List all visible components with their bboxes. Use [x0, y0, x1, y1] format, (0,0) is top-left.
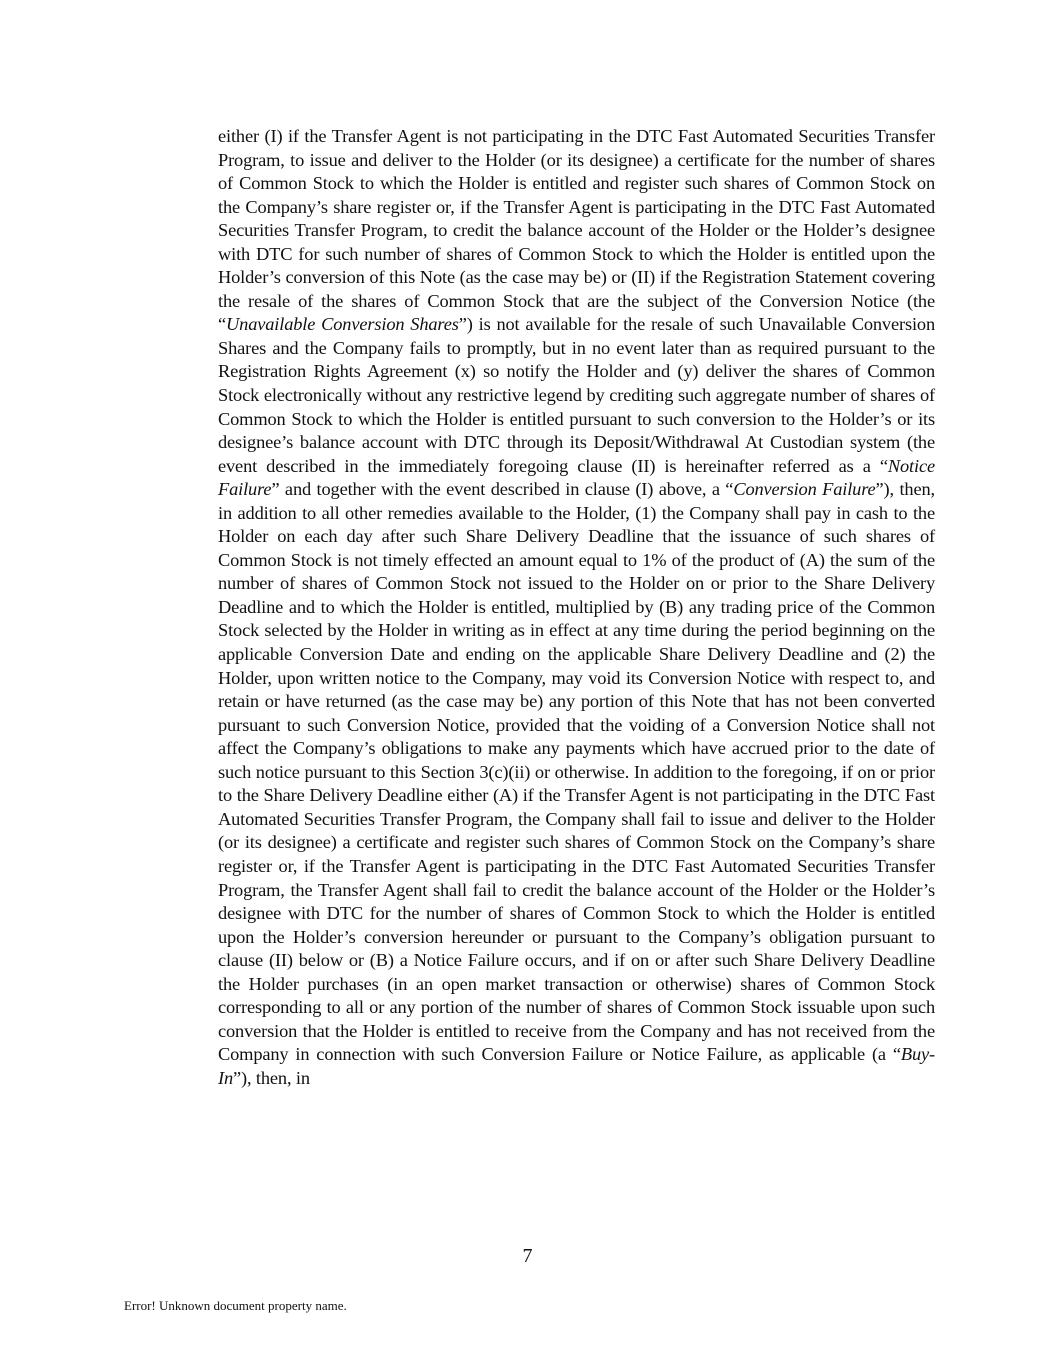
body-paragraph	[218, 125, 935, 1090]
text-segment: ”), then, in	[233, 1067, 310, 1088]
defined-term-buy-in: Buy-In	[218, 1044, 935, 1088]
text-segment: either (I) if the Transfer Agent is not participating in the DTC Fast Automated Securities Transfer Program, to issue and deliver to the Holder (or its designee) a certificate for the number of shares of Common Stock to which the Holder is entitled and register such shares of Common Stock on the Company’s share register or, if the Transfer Agent is participating in the DTC Fast Automated Securities Transfer Program, to credit the balance account of the Holder or the Holder’s designee with DTC for such number of shares of Common Stock to which the Holder is entitled upon the Holder’s conversion of this Note (as the case may be) or (II) if the Registration Statement covering the resale of the shares of Common Stock that are the subject of the Conversion Notice (the “	[218, 126, 935, 335]
text-segment: ” and together with the event described in clause (I) above, a “	[271, 479, 734, 500]
text-segment: ”), then, in addition to all other remedies available to the Holder, (1) the Company shall pay in cash to the Holder on each day after such Share Delivery Deadline that the issuance of such shares of Common Stock is not timely effected an amount equal to 1% of the product of (A) the sum of the number of shares of Common Stock not issued to the Holder on or prior to the Share Delivery Deadline and to which the Holder is entitled, multiplied by (B) any trading price of the Common Stock selected by the Holder in writing as in effect at any time during the period beginning on the applicable Conversion Date and ending on the applicable Share Delivery Deadline and (2) the Holder, upon written notice to the Company, may void its Conversion Notice with respect to, and retain or have returned (as the case may be) any portion of this Note that has not been converted pursuant to such Conversion Notice, provided that the voiding of a Conversion Notice shall not affect the Company’s obligations to make any payments which have accrued prior to the date of such notice pursuant to this Section 3(c)(ii) or otherwise. In addition to the foregoing, if on or prior to the Share Delivery Deadline either (A) if the Transfer Agent is not participating in the DTC Fast Automated Securities Transfer Program, the Company shall fail to issue and deliver to the Holder (or its designee) a certificate and register such shares of Common Stock on the Company’s share register or, if the Transfer Agent is participating in the DTC Fast Automated Securities Transfer Program, the Transfer Agent shall fail to credit the balance account of the Holder or the Holder’s designee with DTC for the number of shares of Common Stock to which the Holder is entitled upon the Holder’s conversion hereunder or pursuant to the Company’s obligation pursuant to clause (II) below or (B) a Notice Failure occurs, and if on or after such Share Delivery Deadline the Holder purchases (in an open market transaction or otherwise) shares of Common Stock corresponding to all or any portion of the number of shares of Common Stock issuable upon such conversion that the Holder is entitled to receive from the Company and has not received from the Company in connection with such Conversion Failure or Notice Failure, as applicable (a “	[218, 479, 935, 1065]
defined-term-unavailable-conversion-shares: Unavailable Conversion Shares	[226, 314, 459, 335]
defined-term-notice-failure: Notice Failure	[218, 455, 935, 500]
page-number: 7	[522, 1245, 533, 1267]
text-segment: ”) is not available for the resale of such Unavailable Conversion Shares and the Company fails to promptly, but in no event later than as required pursuant to the Registration Rights Agreement (x) so notify the Holder and (y) deliver the shares of Common Stock electronically without any restrictive legend by crediting such aggregate number of shares of Common Stock to which the Holder is entitled pursuant to such conversion to the Holder’s or its designee’s balance account with DTC through its Deposit/Withdrawal At Custodian system (the event described in the immediately foregoing clause (II) is hereinafter referred as a “	[218, 314, 935, 476]
defined-term-conversion-failure: Conversion Failure	[733, 479, 876, 500]
footer-document-property-error: Error! Unknown document property name.	[124, 1298, 347, 1313]
